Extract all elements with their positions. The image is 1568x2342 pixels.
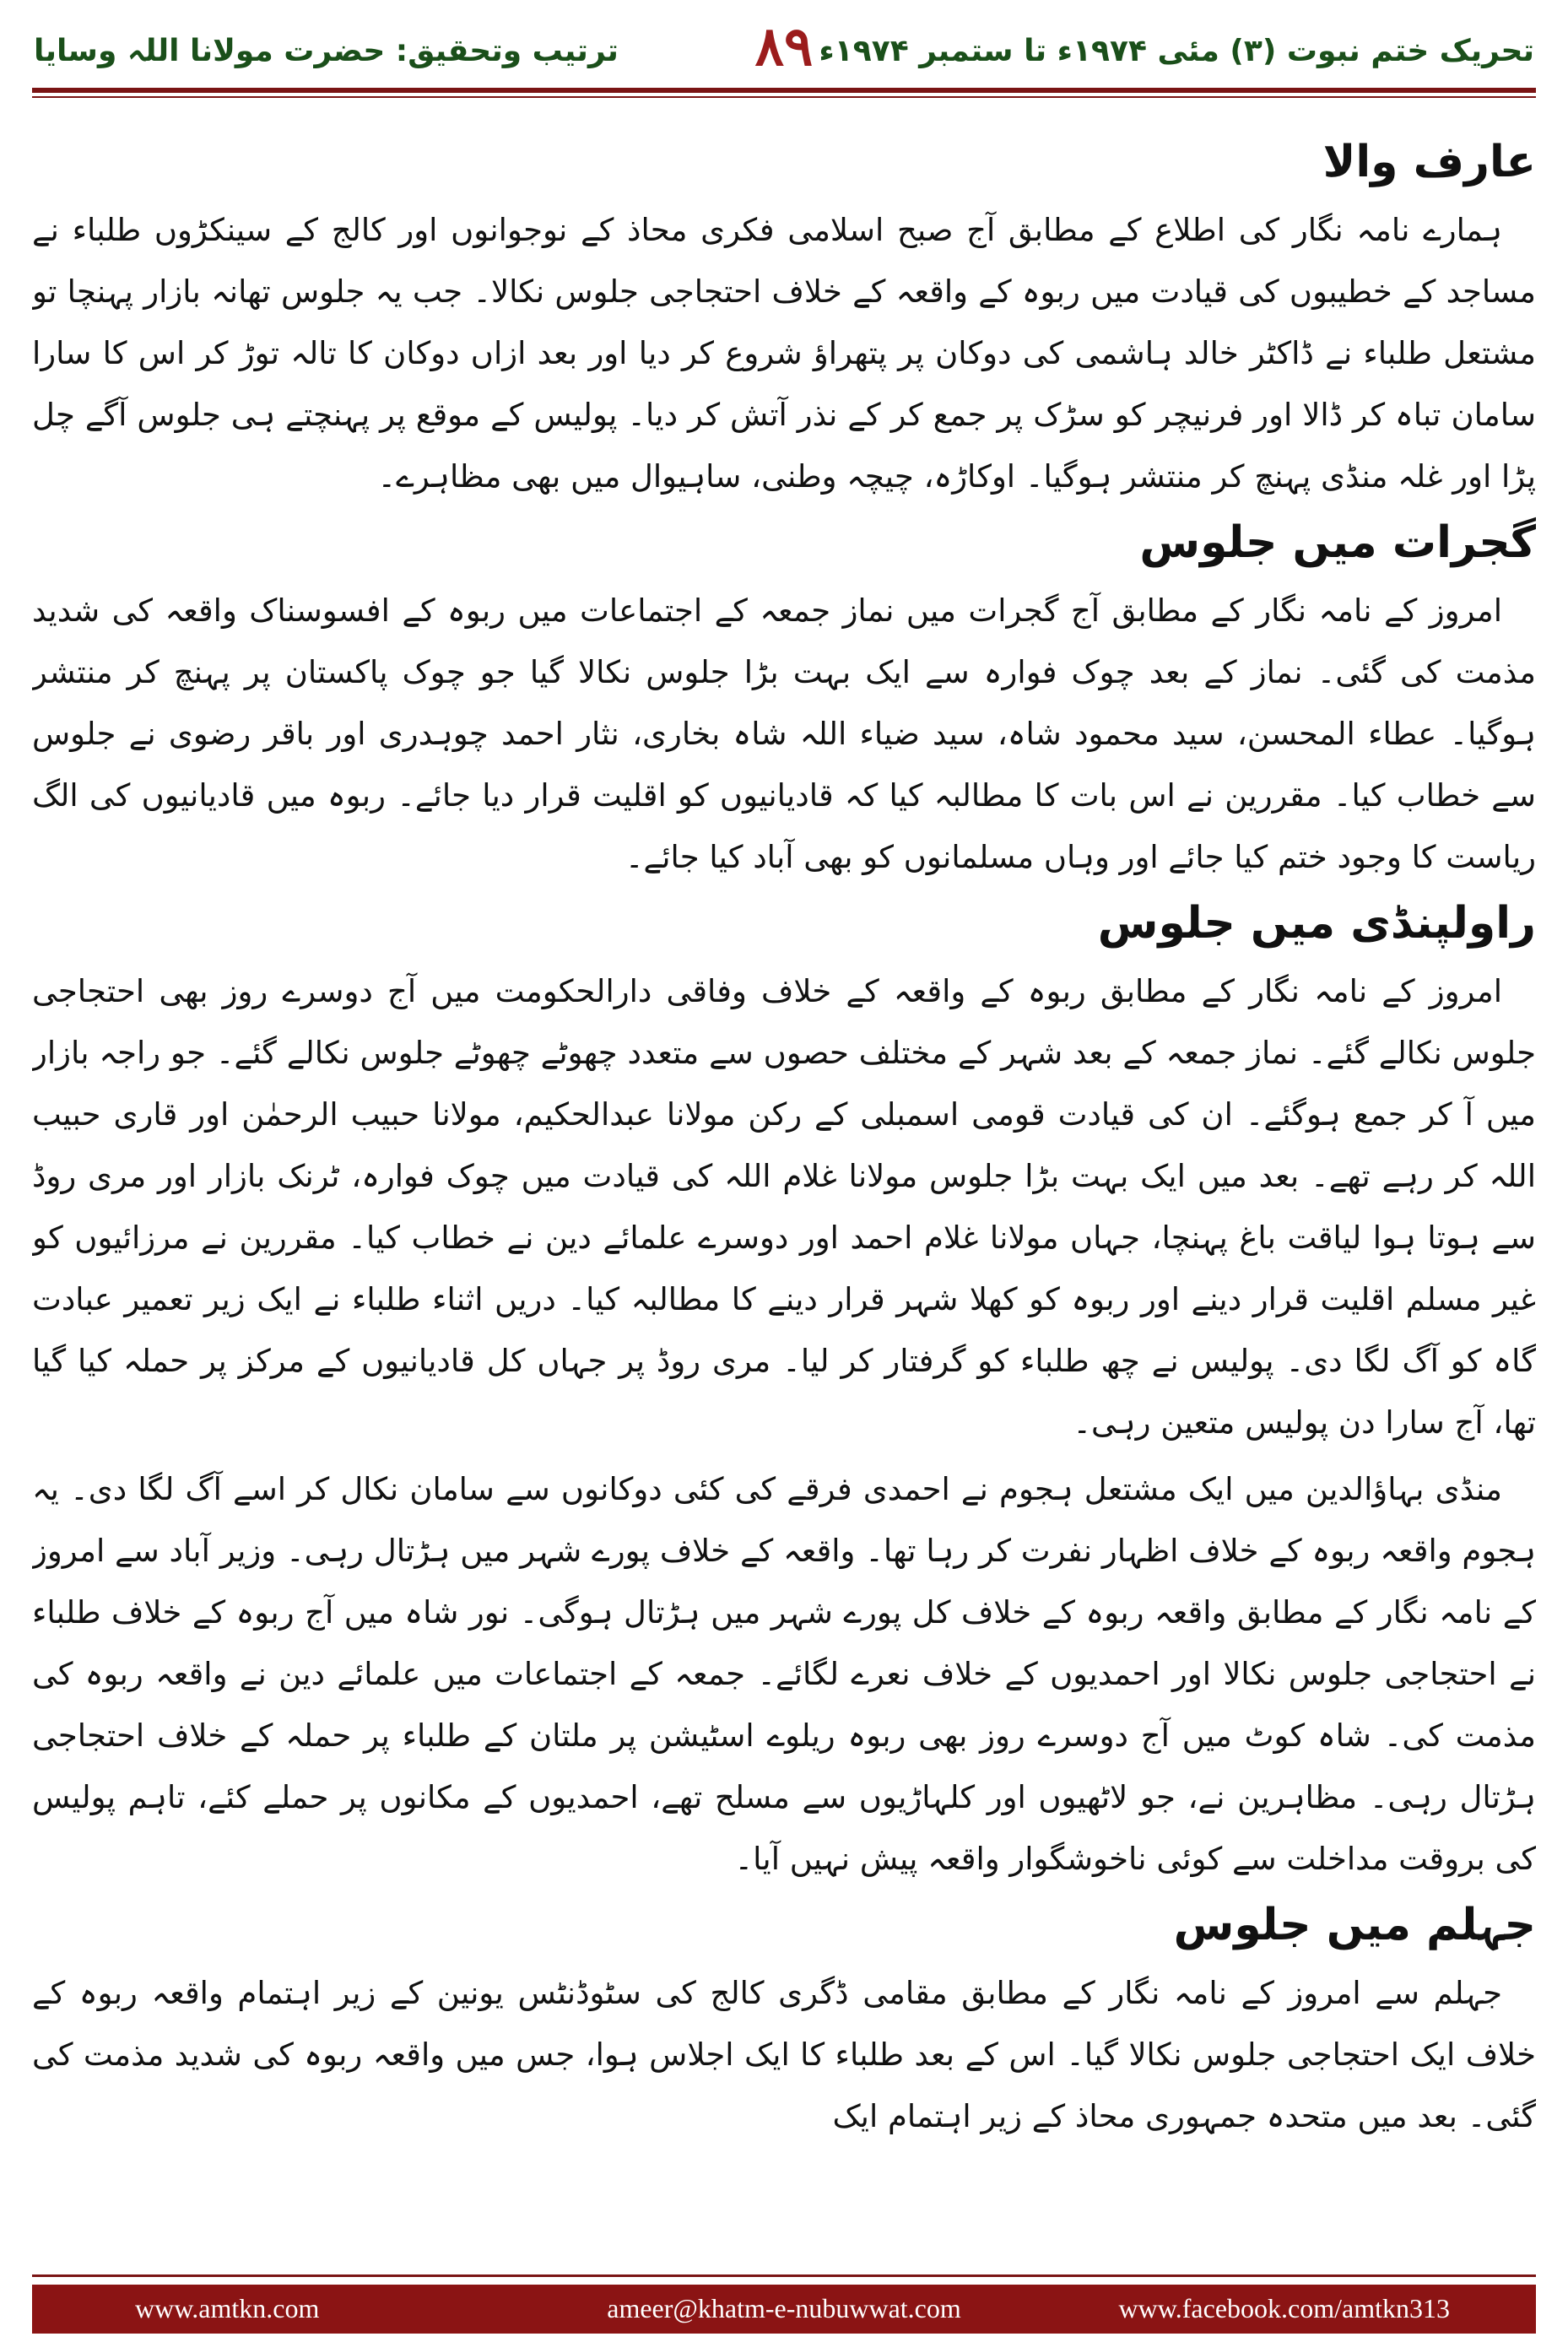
section (32, 1895, 1536, 2147)
paragraph: امروز کے نامہ نگار کے مطابق ربوہ کے واقعہ کے خلاف وفاقی دارالحکومت میں آج دوسرے روز بھی احتجاجی جلوس نکالے گئے۔ نماز جمعہ کے بعد شہر کے مختلف حصوں سے متعدد چھوٹے چھوٹے جلوس نکالے گئے۔ جو راجہ بازار میں آ کر جمع ہوگئے۔ ان کی قیادت قومی اسمبلی کے رکن مولانا عبدالحکیم، مولانا حبیب الرحمٰن اور قاری حبیب اللہ کر رہے تھے۔ بعد میں ایک بہت بڑا جلوس مولانا غلام اللہ کی قیادت میں چوک فوارہ، ٹرنک بازار اور مری روڈ سے ہوتا ہوا لیاقت باغ پہنچا، جہاں مولانا غلام احمد اور دوسرے علمائے دین نے خطاب کیا۔ مقررین نے مرزائیوں کو غیر مسلم اقلیت قرار دینے اور ربوہ کو کھلا شہر قرار دینے کا مطالبہ کیا۔ دریں اثناء طلباء نے ایک زیر تعمیر عبادت گاہ کو آگ لگا دی۔ پولیس نے چھ طلباء کو گرفتار کر لیا۔ مری روڈ پر جہاں کل قادیانیوں کے مرکز پر حملہ کیا گیا تھا، آج سارا دن پولیس متعین رہی۔ (32, 973, 1536, 1441)
section (32, 893, 1536, 1890)
header-rule-thin (32, 96, 1536, 98)
footer-rule (32, 2274, 1536, 2277)
page-number: ۸۹ (754, 15, 814, 78)
header-compiler: ترتیب وتحقیق: حضرت مولانا اللہ وسایا (34, 34, 619, 68)
footer-facebook-link[interactable]: www.facebook.com/amtkn313 (1118, 2293, 1450, 2323)
page-footer (0, 2266, 1568, 2342)
paragraph: جہلم سے امروز کے نامہ نگار کے مطابق مقامی ڈگری کالج کی سٹوڈنٹس یونین کے زیر اہتمام واقعہ ربوہ کے خلاف ایک احتجاجی جلوس نکالا گیا۔ اس کے بعد طلباء کا ایک اجلاس ہوا، جس میں واقعہ ربوہ کی شدید مذمت کی گئی۔ بعد میں متحدہ جمہوری محاذ کے زیر اہتمام ایک (32, 1975, 1536, 2134)
article-body (32, 127, 1536, 2245)
paragraph: منڈی بہاؤالدین میں ایک مشتعل ہجوم نے احمدی فرقے کی کئی دوکانوں سے سامان نکال کر اسے آگ لگا دی۔ یہ ہجوم واقعہ ربوہ کے خلاف اظہار نفرت کر رہا تھا۔ واقعہ کے خلاف پورے شہر میں ہڑتال رہی۔ وزیر آباد سے امروز کے نامہ نگار کے مطابق واقعہ ربوہ کے خلاف کل پورے شہر میں ہڑتال ہوگی۔ نور شاہ میں آج ربوہ کے خلاف طلباء نے احتجاجی جلوس نکالا اور احمدیوں کے خلاف نعرے لگائے۔ جمعہ کے اجتماعات میں علمائے دین نے واقعہ ربوہ کی مذمت کی۔ شاہ کوٹ میں آج دوسرے روز بھی ربوہ ریلوے اسٹیشن پر ملتان کے طلباء پر حملہ کے خلاف احتجاجی ہڑتال رہی۔ مظاہرین نے، جو لاٹھیوں اور کلہاڑیوں سے مسلح تھے، احمدیوں کے مکانوں پر حملے کئے، تاہم پولیس کی بروقت مداخلت سے کوئی ناخوشگوار واقعہ پیش نہیں آیا۔ (32, 1471, 1536, 1877)
section-title: جہلم میں جلوس (1173, 1900, 1536, 1950)
header-rule (32, 88, 1536, 93)
section (32, 512, 1536, 888)
header-book-title: تحریک ختم نبوت (۳) مئی ۱۹۷۴ء تا ستمبر ۱۹۷۴ء (819, 34, 1534, 68)
paragraph: امروز کے نامہ نگار کے مطابق آج گجرات میں نماز جمعہ کے اجتماعات میں ربوہ کے افسوسناک واقعہ کی شدید مذمت کی گئی۔ نماز کے بعد چوک فوارہ سے ایک بہت بڑا جلوس نکالا گیا جو چوک پاکستان پر پہنچ کر منتشر ہوگیا۔ عطاء المحسن، سید محمود شاہ، سید ضیاء اللہ شاہ بخاری، نثار احمد چوہدری اور باقر رضوی نے جلوس سے خطاب کیا۔ مقررین نے اس بات کا مطالبہ کیا کہ قادیانیوں کو اقلیت قرار دیا جائے۔ ربوہ میں قادیانیوں کی الگ ریاست کا وجود ختم کیا جائے اور وہاں مسلمانوں کو بھی آباد کیا جائے۔ (32, 592, 1536, 875)
section-title: راولپنڈی میں جلوس (1097, 898, 1536, 949)
section-title: گجرات میں جلوس (1139, 517, 1536, 568)
section-title: عارف والا (1322, 137, 1536, 187)
page-header (0, 0, 1568, 93)
section (32, 132, 1536, 507)
footer-email-link[interactable]: ameer@khatm-e-nubuwwat.com (607, 2293, 961, 2323)
paragraph: ہمارے نامہ نگار کی اطلاع کے مطابق آج صبح اسلامی فکری محاذ کے نوجوانوں اور کالج کے سینکڑوں طلباء نے مساجد کے خطیبوں کی قیادت میں ربوہ کے واقعہ کے خلاف احتجاجی جلوس نکالا۔ جب یہ جلوس تھانہ بازار پہنچا تو مشتعل طلباء نے ڈاکٹر خالد ہاشمی کی دوکان پر پتھراؤ شروع کر دیا اور بعد ازاں دوکان کا تالہ توڑ کر اس کا سارا سامان تباہ کر ڈالا اور فرنیچر کو سڑک پر جمع کر کے نذر آتش کر دیا۔ پولیس کے موقع پر پہنچتے ہی جلوس آگے چل پڑا اور غلہ منڈی پہنچ کر منتشر ہوگیا۔ اوکاڑہ، چیچہ وطنی، ساہیوال میں بھی مظاہرے۔ (32, 212, 1536, 495)
footer-website-link[interactable]: www.amtkn.com (135, 2293, 320, 2323)
